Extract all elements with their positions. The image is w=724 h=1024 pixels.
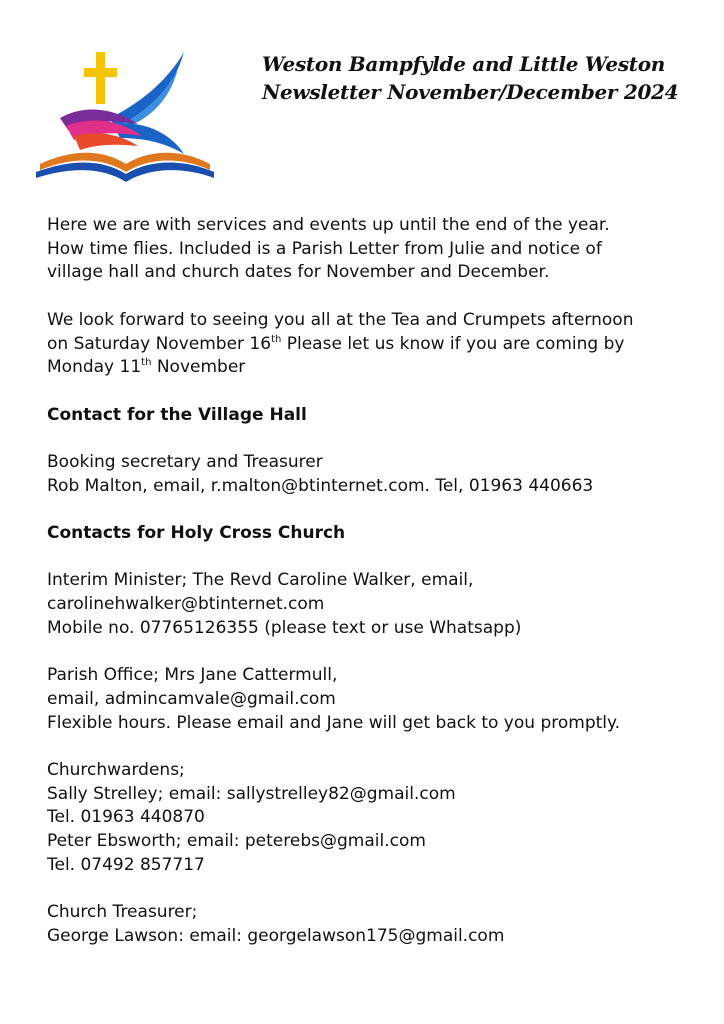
warden-contact[interactable]: Sally Strelley; email: sallystrelley82@gmail.com	[47, 783, 456, 804]
minister-line: Interim Minister; The Revd Caroline Walker, email,	[47, 570, 474, 591]
village-hall-role: Booking secretary and Treasurer	[47, 451, 323, 472]
tea-line: on Saturday November 16th Please let us know if you are coming by	[47, 333, 625, 354]
intro-line: village hall and church dates for November and December.	[47, 262, 550, 283]
churchwardens-label: Churchwardens;	[47, 760, 185, 781]
treasurer-label: Church Treasurer;	[47, 902, 198, 923]
intro-line: How time flies. Included is a Parish Letter from Julie and notice of	[47, 238, 602, 259]
tea-line: We look forward to seeing you all at the Tea and Crumpets afternoon	[47, 309, 634, 330]
office-email[interactable]: email, admincamvale@gmail.com	[47, 688, 336, 709]
warden-phone: Tel. 01963 440870	[47, 807, 205, 828]
minister-mobile: Mobile no. 07765126355 (please text or use Whatsapp)	[47, 617, 522, 638]
office-hours: Flexible hours. Please email and Jane will get back to you promptly.	[47, 712, 621, 733]
title-line-2: Newsletter November/December 2024	[262, 80, 679, 104]
tea-line: Monday 11th November	[47, 357, 246, 378]
newsletter-body	[47, 214, 707, 949]
title-line-1: Weston Bampfylde and Little Weston	[262, 52, 666, 76]
treasurer-contact[interactable]: George Lawson: email: georgelawson175@gmail.com	[47, 925, 505, 946]
intro-line: Here we are with services and events up until the end of the year.	[47, 215, 610, 235]
cross-icon	[96, 52, 105, 104]
warden-contact[interactable]: Peter Ebsworth; email: peterebs@gmail.com	[47, 831, 426, 852]
church-heading: Contacts for Holy Cross Church	[47, 523, 346, 544]
church-logo	[34, 46, 214, 188]
newsletter-title	[262, 50, 678, 106]
village-hall-heading: Contact for the Village Hall	[47, 404, 307, 425]
warden-phone: Tel. 07492 857717	[47, 854, 205, 875]
minister-email[interactable]: carolinehwalker@btinternet.com	[47, 594, 325, 615]
village-hall-contact: Rob Malton, email, r.malton@btinternet.com. Tel, 01963 440663	[47, 475, 594, 496]
office-line: Parish Office; Mrs Jane Cattermull,	[47, 665, 338, 686]
